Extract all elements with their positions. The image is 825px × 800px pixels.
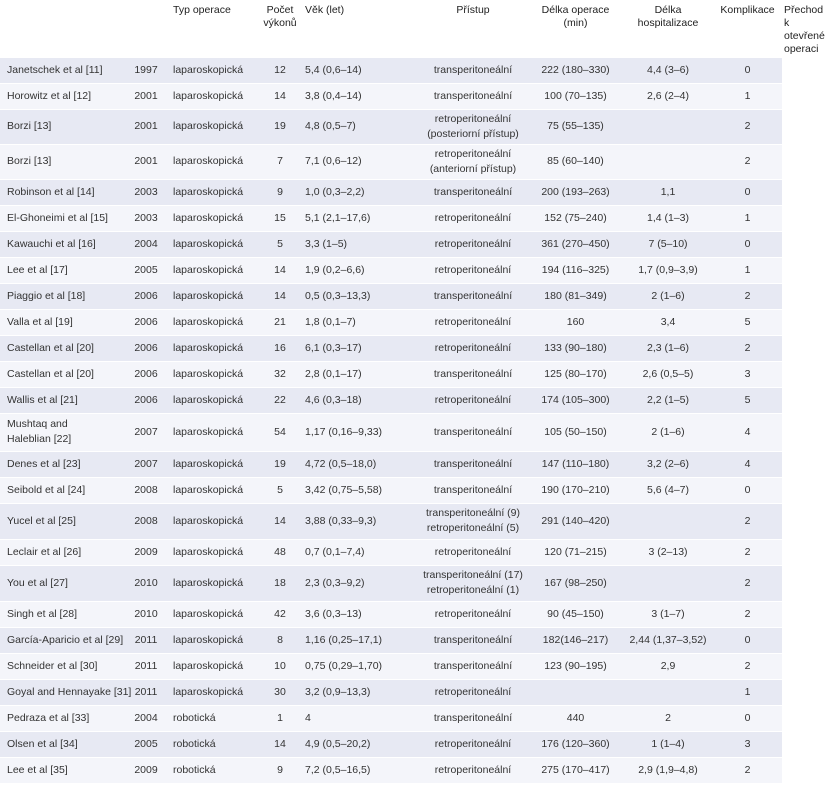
access-cell: retroperitoneální xyxy=(418,335,528,361)
year-cell: 2007 xyxy=(124,413,168,451)
duration-cell: 200 (193–263) xyxy=(528,179,623,205)
year-cell: 2011 xyxy=(124,653,168,679)
count-cell: 14 xyxy=(261,503,299,539)
complications-cell: 0 xyxy=(713,231,782,257)
type-cell: robotická xyxy=(168,731,261,757)
complications-cell: 5 xyxy=(713,309,782,335)
study-cell: Kawauchi et al [16] xyxy=(0,231,124,257)
header-study xyxy=(0,0,124,57)
complications-cell: 0 xyxy=(713,705,782,731)
count-cell: 7 xyxy=(261,144,299,179)
count-cell: 10 xyxy=(261,653,299,679)
duration-cell: 275 (170–417) xyxy=(528,757,623,783)
type-cell: robotická xyxy=(168,757,261,783)
complications-cell: 3 xyxy=(713,731,782,757)
year-cell: 2007 xyxy=(124,451,168,477)
duration-cell: 85 (60–140) xyxy=(528,144,623,179)
access-cell: transperitoneální xyxy=(418,283,528,309)
access-cell: retroperitoneální xyxy=(418,387,528,413)
year-cell: 2008 xyxy=(124,503,168,539)
complications-cell: 2 xyxy=(713,539,782,565)
count-cell: 32 xyxy=(261,361,299,387)
year-cell: 2011 xyxy=(124,679,168,705)
access-cell-line: retroperitoneální (1) xyxy=(426,584,520,596)
age-cell: 0,5 (0,3–13,3) xyxy=(299,283,418,309)
hospitalization-cell xyxy=(623,144,713,179)
duration-cell: 176 (120–360) xyxy=(528,731,623,757)
study-cell: Wallis et al [21] xyxy=(0,387,124,413)
hospitalization-cell: 2 (1–6) xyxy=(623,283,713,309)
access-cell: transperitoneální xyxy=(418,627,528,653)
count-cell: 5 xyxy=(261,231,299,257)
count-cell: 19 xyxy=(261,109,299,144)
count-cell: 14 xyxy=(261,83,299,109)
age-cell: 5,1 (2,1–17,6) xyxy=(299,205,418,231)
year-cell: 2006 xyxy=(124,283,168,309)
access-cell: transperitoneální xyxy=(418,413,528,451)
study-cell: Denes et al [23] xyxy=(0,451,124,477)
count-cell: 8 xyxy=(261,627,299,653)
duration-cell: 100 (70–135) xyxy=(528,83,623,109)
study-cell-line: Mushtaq and xyxy=(7,418,68,430)
complications-cell: 4 xyxy=(713,451,782,477)
study-cell: Horowitz et al [12] xyxy=(0,83,124,109)
complications-cell: 2 xyxy=(713,601,782,627)
age-cell: 1,16 (0,25–17,1) xyxy=(299,627,418,653)
age-cell: 4,72 (0,5–18,0) xyxy=(299,451,418,477)
access-cell: transperitoneální xyxy=(418,361,528,387)
table-row xyxy=(0,309,782,335)
header-type: Typ operace xyxy=(168,0,261,57)
type-cell: laparoskopická xyxy=(168,451,261,477)
count-cell: 12 xyxy=(261,57,299,83)
count-cell: 54 xyxy=(261,413,299,451)
complications-cell: 0 xyxy=(713,627,782,653)
count-cell: 18 xyxy=(261,565,299,601)
type-cell: laparoskopická xyxy=(168,627,261,653)
table-row xyxy=(0,205,782,231)
complications-cell: 3 xyxy=(713,361,782,387)
hospitalization-cell: 2,6 (2–4) xyxy=(623,83,713,109)
type-cell: laparoskopická xyxy=(168,565,261,601)
study-cell: Leclair et al [26] xyxy=(0,539,124,565)
age-cell: 6,1 (0,3–17) xyxy=(299,335,418,361)
complications-cell: 0 xyxy=(713,477,782,503)
duration-cell: 105 (50–150) xyxy=(528,413,623,451)
age-cell: 4 xyxy=(299,705,418,731)
type-cell: laparoskopická xyxy=(168,57,261,83)
age-cell: 1,9 (0,2–6,6) xyxy=(299,257,418,283)
age-cell: 0,7 (0,1–7,4) xyxy=(299,539,418,565)
header-hospitalization: Délka hospitalizace xyxy=(623,0,713,57)
type-cell: laparoskopická xyxy=(168,601,261,627)
study-cell: Yucel et al [25] xyxy=(0,503,124,539)
type-cell: laparoskopická xyxy=(168,653,261,679)
year-cell: 2003 xyxy=(124,179,168,205)
type-cell: robotická xyxy=(168,705,261,731)
duration-cell: 167 (98–250) xyxy=(528,565,623,601)
access-cell xyxy=(418,565,528,601)
count-cell: 9 xyxy=(261,179,299,205)
count-cell: 21 xyxy=(261,309,299,335)
age-cell: 0,75 (0,29–1,70) xyxy=(299,653,418,679)
type-cell: laparoskopická xyxy=(168,387,261,413)
table-row xyxy=(0,413,782,451)
year-cell: 2010 xyxy=(124,565,168,601)
table-row xyxy=(0,653,782,679)
count-cell: 16 xyxy=(261,335,299,361)
table-row xyxy=(0,565,782,601)
table-row xyxy=(0,387,782,413)
type-cell: laparoskopická xyxy=(168,205,261,231)
complications-cell: 2 xyxy=(713,283,782,309)
table-row xyxy=(0,57,782,83)
hospitalization-cell: 1 (1–4) xyxy=(623,731,713,757)
study-cell: Lee et al [35] xyxy=(0,757,124,783)
duration-cell: 180 (81–349) xyxy=(528,283,623,309)
study-cell: Borzi [13] xyxy=(0,109,124,144)
age-cell: 7,2 (0,5–16,5) xyxy=(299,757,418,783)
hospitalization-cell: 1,7 (0,9–3,9) xyxy=(623,257,713,283)
access-cell: retroperitoneální xyxy=(418,731,528,757)
table-row xyxy=(0,257,782,283)
access-cell: retroperitoneální xyxy=(418,205,528,231)
duration-cell: 291 (140–420) xyxy=(528,503,623,539)
hospitalization-cell: 1,4 (1–3) xyxy=(623,205,713,231)
age-cell: 1,17 (0,16–9,33) xyxy=(299,413,418,451)
duration-cell: 90 (45–150) xyxy=(528,601,623,627)
study-cell: Singh et al [28] xyxy=(0,601,124,627)
year-cell: 2009 xyxy=(124,757,168,783)
age-cell: 2,8 (0,1–17) xyxy=(299,361,418,387)
year-cell: 1997 xyxy=(124,57,168,83)
study-cell: El-Ghoneimi et al [15] xyxy=(0,205,124,231)
year-cell: 2010 xyxy=(124,601,168,627)
study-cell: Castellan et al [20] xyxy=(0,335,124,361)
study-cell: Castellan et al [20] xyxy=(0,361,124,387)
type-cell: laparoskopická xyxy=(168,503,261,539)
table-row xyxy=(0,731,782,757)
hospitalization-cell: 2,9 xyxy=(623,653,713,679)
hospitalization-cell: 2,9 (1,9–4,8) xyxy=(623,757,713,783)
complications-cell: 2 xyxy=(713,565,782,601)
access-cell-line: (anteriorní přístup) xyxy=(429,162,517,175)
table-row xyxy=(0,179,782,205)
duration-cell: 147 (110–180) xyxy=(528,451,623,477)
duration-cell: 160 xyxy=(528,309,623,335)
table-row xyxy=(0,705,782,731)
access-cell-line: transperitoneální (17) xyxy=(423,569,523,581)
study-cell: Robinson et al [14] xyxy=(0,179,124,205)
complications-cell: 2 xyxy=(713,503,782,539)
complications-cell: 2 xyxy=(713,109,782,144)
header-complications: Komplikace xyxy=(713,0,782,57)
year-cell: 2008 xyxy=(124,477,168,503)
hospitalization-cell xyxy=(623,565,713,601)
count-cell: 5 xyxy=(261,477,299,503)
hospitalization-cell: 4,4 (3–6) xyxy=(623,57,713,83)
header-count: Počet výkonů xyxy=(261,0,299,57)
type-cell: laparoskopická xyxy=(168,231,261,257)
hospitalization-cell: 2 (1–6) xyxy=(623,413,713,451)
complications-cell: 2 xyxy=(713,757,782,783)
study-cell: Olsen et al [34] xyxy=(0,731,124,757)
count-cell: 14 xyxy=(261,257,299,283)
duration-cell: 440 xyxy=(528,705,623,731)
complications-cell: 1 xyxy=(713,257,782,283)
year-cell: 2006 xyxy=(124,387,168,413)
complications-cell: 0 xyxy=(713,179,782,205)
study-cell: Borzi [13] xyxy=(0,144,124,179)
year-cell: 2011 xyxy=(124,627,168,653)
access-cell: transperitoneální xyxy=(418,653,528,679)
access-cell: transperitoneální xyxy=(418,705,528,731)
count-cell: 30 xyxy=(261,679,299,705)
hospitalization-cell: 2 xyxy=(623,705,713,731)
access-cell: retroperitoneální xyxy=(418,757,528,783)
age-cell: 4,6 (0,3–18) xyxy=(299,387,418,413)
access-cell: retroperitoneální xyxy=(418,601,528,627)
table-row xyxy=(0,361,782,387)
type-cell: laparoskopická xyxy=(168,413,261,451)
age-cell: 3,8 (0,4–14) xyxy=(299,83,418,109)
study-cell: You et al [27] xyxy=(0,565,124,601)
access-cell-line: retroperitoneální xyxy=(434,147,512,160)
access-cell-line: transperitoneální (9) xyxy=(426,507,520,519)
duration-cell: 194 (116–325) xyxy=(528,257,623,283)
count-cell: 9 xyxy=(261,757,299,783)
table-row xyxy=(0,539,782,565)
duration-cell: 174 (105–300) xyxy=(528,387,623,413)
complications-cell: 2 xyxy=(713,653,782,679)
duration-cell: 152 (75–240) xyxy=(528,205,623,231)
duration-cell: 361 (270–450) xyxy=(528,231,623,257)
hospitalization-cell: 1,1 xyxy=(623,179,713,205)
hospitalization-cell: 2,6 (0,5–5) xyxy=(623,361,713,387)
duration-cell: 190 (170–210) xyxy=(528,477,623,503)
age-cell: 3,6 (0,3–13) xyxy=(299,601,418,627)
table-row xyxy=(0,231,782,257)
year-cell: 2001 xyxy=(124,144,168,179)
duration-cell: 125 (80–170) xyxy=(528,361,623,387)
complications-cell: 4 xyxy=(713,413,782,451)
year-cell: 2005 xyxy=(124,257,168,283)
hospitalization-cell: 2,44 (1,37–3,52) xyxy=(623,627,713,653)
age-cell: 3,3 (1–5) xyxy=(299,231,418,257)
access-cell: transperitoneální xyxy=(418,57,528,83)
year-cell: 2004 xyxy=(124,231,168,257)
hospitalization-cell: 3 (1–7) xyxy=(623,601,713,627)
type-cell: laparoskopická xyxy=(168,257,261,283)
access-cell-line: (posteriorní přístup) xyxy=(427,127,519,140)
age-cell: 2,3 (0,3–9,2) xyxy=(299,565,418,601)
hospitalization-cell: 7 (5–10) xyxy=(623,231,713,257)
year-cell: 2004 xyxy=(124,705,168,731)
access-cell: retroperitoneální xyxy=(418,679,528,705)
access-cell: transperitoneální xyxy=(418,83,528,109)
study-cell: Valla et al [19] xyxy=(0,309,124,335)
age-cell: 3,2 (0,9–13,3) xyxy=(299,679,418,705)
table-row xyxy=(0,757,782,783)
access-cell xyxy=(418,144,528,179)
duration-cell: 75 (55–135) xyxy=(528,109,623,144)
count-cell: 42 xyxy=(261,601,299,627)
age-cell: 1,8 (0,1–7) xyxy=(299,309,418,335)
type-cell: laparoskopická xyxy=(168,309,261,335)
duration-cell: 123 (90–195) xyxy=(528,653,623,679)
header-age: Věk (let) xyxy=(299,0,418,57)
age-cell: 7,1 (0,6–12) xyxy=(299,144,418,179)
year-cell: 2006 xyxy=(124,335,168,361)
year-cell: 2001 xyxy=(124,83,168,109)
access-cell xyxy=(418,503,528,539)
access-cell: transperitoneální xyxy=(418,451,528,477)
type-cell: laparoskopická xyxy=(168,83,261,109)
age-cell: 5,4 (0,6–14) xyxy=(299,57,418,83)
study-cell: Goyal and Hennayake [31] xyxy=(0,679,124,705)
access-cell: retroperitoneální xyxy=(418,231,528,257)
table-row xyxy=(0,477,782,503)
type-cell: laparoskopická xyxy=(168,144,261,179)
hospitalization-cell: 2,2 (1–5) xyxy=(623,387,713,413)
hospitalization-cell: 5,6 (4–7) xyxy=(623,477,713,503)
type-cell: laparoskopická xyxy=(168,179,261,205)
study-cell: Lee et al [17] xyxy=(0,257,124,283)
study-cell: Janetschek et al [11] xyxy=(0,57,124,83)
header-access: Přístup xyxy=(418,0,528,57)
study-cell-line: Haleblian [22] xyxy=(7,433,72,445)
hospitalization-cell: 3,2 (2–6) xyxy=(623,451,713,477)
count-cell: 14 xyxy=(261,283,299,309)
table-row xyxy=(0,627,782,653)
access-cell: retroperitoneální xyxy=(418,309,528,335)
study-cell xyxy=(0,413,124,451)
count-cell: 1 xyxy=(261,705,299,731)
hospitalization-cell: 3,4 xyxy=(623,309,713,335)
access-cell: transperitoneální xyxy=(418,477,528,503)
table-row xyxy=(0,503,782,539)
access-cell xyxy=(418,109,528,144)
complications-cell: 1 xyxy=(713,679,782,705)
header-duration: Délka operace (min) xyxy=(528,0,623,57)
year-cell: 2006 xyxy=(124,361,168,387)
type-cell: laparoskopická xyxy=(168,679,261,705)
access-cell: transperitoneální xyxy=(418,179,528,205)
count-cell: 15 xyxy=(261,205,299,231)
table-row xyxy=(0,283,782,309)
study-cell: Piaggio et al [18] xyxy=(0,283,124,309)
year-cell: 2003 xyxy=(124,205,168,231)
count-cell: 48 xyxy=(261,539,299,565)
table-row xyxy=(0,109,782,144)
table-row xyxy=(0,144,782,179)
hospitalization-cell: 2,3 (1–6) xyxy=(623,335,713,361)
complications-cell: 5 xyxy=(713,387,782,413)
count-cell: 14 xyxy=(261,731,299,757)
year-cell: 2005 xyxy=(124,731,168,757)
study-cell: Pedraza et al [33] xyxy=(0,705,124,731)
type-cell: laparoskopická xyxy=(168,477,261,503)
duration-cell: 120 (71–215) xyxy=(528,539,623,565)
hospitalization-cell xyxy=(623,679,713,705)
access-cell-line: retroperitoneální (5) xyxy=(426,522,520,534)
age-cell: 1,0 (0,3–2,2) xyxy=(299,179,418,205)
table-row xyxy=(0,335,782,361)
table-row xyxy=(0,83,782,109)
duration-cell: 222 (180–330) xyxy=(528,57,623,83)
complications-cell: 1 xyxy=(713,83,782,109)
type-cell: laparoskopická xyxy=(168,361,261,387)
age-cell: 4,8 (0,5–7) xyxy=(299,109,418,144)
study-cell: García-Aparicio et al [29] xyxy=(0,627,124,653)
duration-cell: 133 (90–180) xyxy=(528,335,623,361)
year-cell: 2009 xyxy=(124,539,168,565)
complications-cell: 0 xyxy=(713,57,782,83)
table-row xyxy=(0,679,782,705)
hospitalization-cell xyxy=(623,109,713,144)
age-cell: 3,42 (0,75–5,58) xyxy=(299,477,418,503)
access-cell: retroperitoneální xyxy=(418,257,528,283)
study-cell: Schneider et al [30] xyxy=(0,653,124,679)
table-row xyxy=(0,451,782,477)
complications-cell: 1 xyxy=(713,205,782,231)
duration-cell xyxy=(528,679,623,705)
count-cell: 22 xyxy=(261,387,299,413)
duration-cell: 182(146–217) xyxy=(528,627,623,653)
type-cell: laparoskopická xyxy=(168,335,261,361)
age-cell: 4,9 (0,5–20,2) xyxy=(299,731,418,757)
year-cell: 2001 xyxy=(124,109,168,144)
table-row xyxy=(0,601,782,627)
hospitalization-cell: 3 (2–13) xyxy=(623,539,713,565)
header-year xyxy=(124,0,168,57)
type-cell: laparoskopická xyxy=(168,109,261,144)
study-cell: Seibold et al [24] xyxy=(0,477,124,503)
hospitalization-cell xyxy=(623,503,713,539)
type-cell: laparoskopická xyxy=(168,283,261,309)
count-cell: 19 xyxy=(261,451,299,477)
access-cell: retroperitoneální xyxy=(418,539,528,565)
age-cell: 3,88 (0,33–9,3) xyxy=(299,503,418,539)
table-header-row: Typ operace Počet výkonů Věk (let) Přístup Délka operace (min) Délka hospitalizace Komplikace Přechod k otevřené operaci xyxy=(0,0,782,57)
year-cell: 2006 xyxy=(124,309,168,335)
access-cell-line: retroperitoneální xyxy=(434,112,512,125)
complications-cell: 2 xyxy=(713,144,782,179)
complications-cell: 2 xyxy=(713,335,782,361)
type-cell: laparoskopická xyxy=(168,539,261,565)
